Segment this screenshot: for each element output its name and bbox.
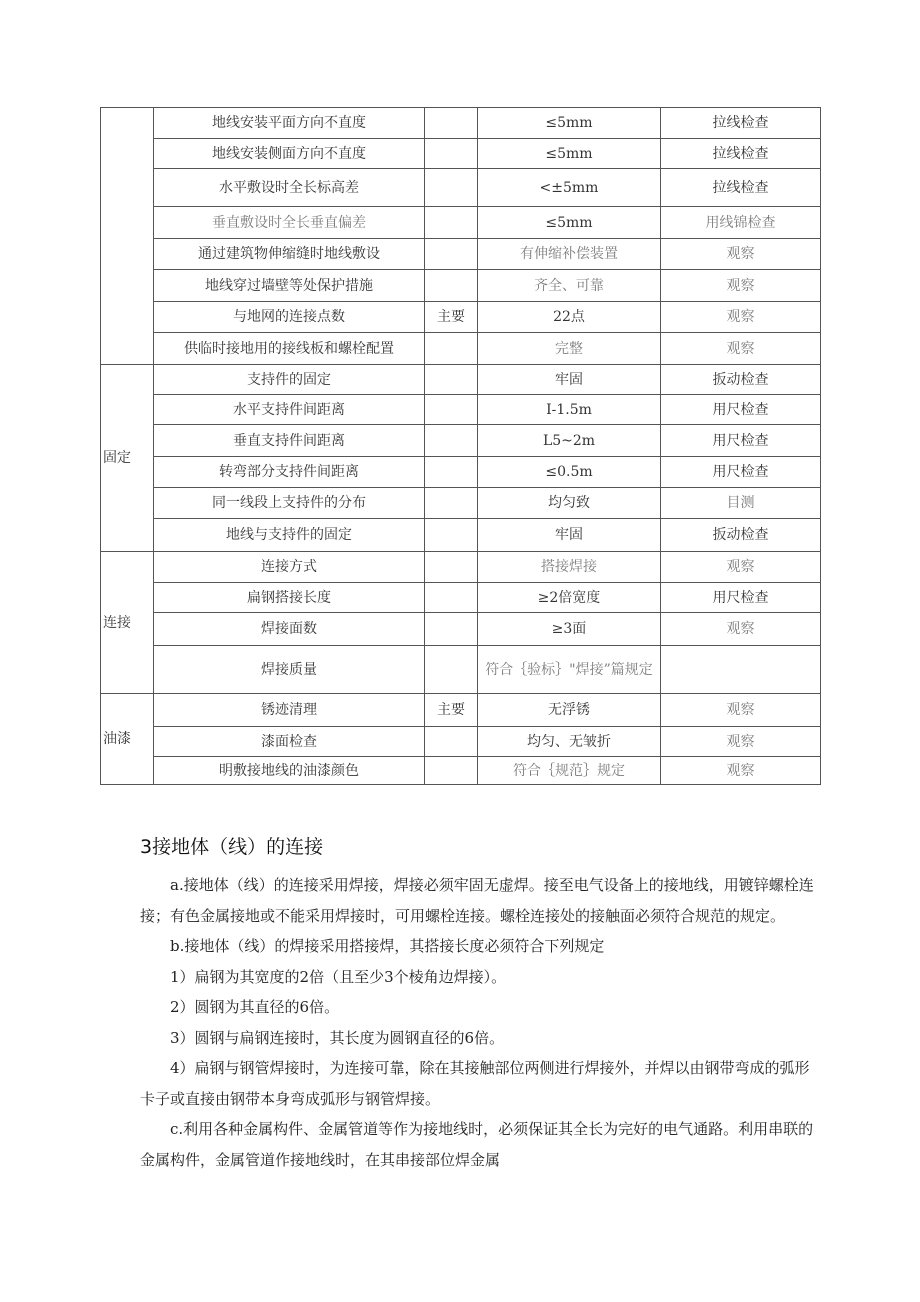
level-cell (425, 519, 478, 552)
level-cell (425, 395, 478, 425)
method-cell: 观察 (661, 270, 821, 302)
standard-cell: 搭接焊接 (478, 552, 661, 583)
standard-cell: 齐全、可靠 (478, 270, 661, 302)
table-row (101, 457, 821, 488)
level-cell (425, 365, 478, 395)
standard-cell: 牢固 (478, 519, 661, 552)
level-cell (425, 583, 478, 613)
level-cell (425, 169, 478, 207)
item-cell: 转弯部分支持件间距离 (154, 457, 425, 488)
item-cell: 漆面检查 (154, 727, 425, 757)
table-row (101, 583, 821, 613)
method-cell: 拉线检查 (661, 139, 821, 169)
table-row (101, 365, 821, 395)
method-cell: 目测 (661, 488, 821, 519)
standard-cell: ≥2倍宽度 (478, 583, 661, 613)
item-cell: 焊接质量 (154, 646, 425, 694)
standard-cell: 牢固 (478, 365, 661, 395)
level-cell (425, 139, 478, 169)
section-title: 3接地体（线）的连接 (140, 836, 324, 858)
method-cell: 用尺检查 (661, 583, 821, 613)
standard-cell: 22点 (478, 302, 661, 333)
method-cell: 拉线检查 (661, 169, 821, 207)
item-cell: 焊接面数 (154, 613, 425, 646)
inspection-table (100, 107, 821, 785)
category-cell: 连接 (101, 552, 154, 694)
method-cell (661, 646, 821, 694)
standard-cell: ≥3面 (478, 613, 661, 646)
table-row (101, 302, 821, 333)
standard-cell: ≤5mm (478, 139, 661, 169)
table-row (101, 333, 821, 365)
level-cell (425, 108, 478, 139)
level-cell (425, 239, 478, 270)
standard-cell: I-1.5m (478, 395, 661, 425)
level-cell (425, 646, 478, 694)
level-cell (425, 270, 478, 302)
item-cell: 扁钢搭接长度 (154, 583, 425, 613)
section-body (140, 870, 820, 1175)
table-row (101, 757, 821, 785)
table-row (101, 488, 821, 519)
method-cell: 观察 (661, 613, 821, 646)
table-row (101, 519, 821, 552)
method-cell: 观察 (661, 302, 821, 333)
table-row (101, 646, 821, 694)
method-cell: 观察 (661, 552, 821, 583)
item-cell: 垂直支持件间距离 (154, 425, 425, 457)
level-cell (425, 727, 478, 757)
paragraph: 1）扁钢为其宽度的2倍（且至少3个棱角边焊接）。 (170, 967, 507, 986)
item-cell: 水平支持件间距离 (154, 395, 425, 425)
level-cell (425, 552, 478, 583)
method-cell: 用线锦检查 (661, 207, 821, 239)
paragraph: a.接地体（线）的连接采用焊接，焊接必须牢固无虚焊。接至电气设备上的接地线，用镀锌螺栓连接；有色金属接地或不能采用焊接时，可用螺栓连接。螺栓连接处的接触面必须符合规范的规定。 (140, 876, 814, 925)
standard-cell: 有伸缩补偿装置 (478, 239, 661, 270)
standard-cell: ≤5mm (478, 207, 661, 239)
paragraph: 4）扁钢与钢管焊接时，为连接可靠，除在其接触部位两侧进行焊接外，并焊以由钢带弯成的弧形卡子或直接由钢带本身弯成弧形与钢管焊接。 (140, 1059, 810, 1108)
standard-cell: L5~2m (478, 425, 661, 457)
table-row (101, 552, 821, 583)
table-row (101, 169, 821, 207)
table-row (101, 613, 821, 646)
item-cell: 锈迹清理 (154, 694, 425, 727)
level-cell (425, 488, 478, 519)
item-cell: 支持件的固定 (154, 365, 425, 395)
method-cell: 观察 (661, 727, 821, 757)
table-row (101, 395, 821, 425)
category-cell: 油漆 (101, 694, 154, 785)
standard-cell: ≤5mm (478, 108, 661, 139)
item-cell: 明敷接地线的油漆颜色 (154, 757, 425, 785)
paragraph: c.利用各种金属构件、金属管道等作为接地线时，必须保证其全长为完好的电气通路。利用串联的金属构件，金属管道作接地线时，在其串接部位焊金属 (140, 1120, 814, 1169)
standard-cell: 完整 (478, 333, 661, 365)
method-cell: 用尺检查 (661, 425, 821, 457)
paragraph: 3）圆钢与扁钢连接时，其长度为圆钢直径的6倍。 (170, 1028, 505, 1047)
level-cell (425, 425, 478, 457)
level-cell (425, 613, 478, 646)
standard-cell: <±5mm (478, 169, 661, 207)
method-cell: 拉线检查 (661, 108, 821, 139)
table-row (101, 207, 821, 239)
method-cell: 用尺检查 (661, 395, 821, 425)
table-row (101, 139, 821, 169)
table-row (101, 108, 821, 139)
method-cell: 观察 (661, 239, 821, 270)
item-cell: 连接方式 (154, 552, 425, 583)
item-cell: 水平敷设时全长标高差 (154, 169, 425, 207)
method-cell: 扳动检查 (661, 519, 821, 552)
table-row (101, 694, 821, 727)
table-row (101, 239, 821, 270)
method-cell: 扳动检查 (661, 365, 821, 395)
level-cell (425, 207, 478, 239)
item-cell: 地线与支持件的固定 (154, 519, 425, 552)
level-cell (425, 333, 478, 365)
method-cell: 观察 (661, 333, 821, 365)
level-cell (425, 457, 478, 488)
paragraph: b.接地体（线）的焊接采用搭接焊，其搭接长度必须符合下列规定 (170, 937, 605, 955)
category-cell: 固定 (101, 365, 154, 552)
level-cell: 主要 (425, 694, 478, 727)
standard-cell: 均匀、无皱折 (478, 727, 661, 757)
item-cell: 地线安装侧面方向不直度 (154, 139, 425, 169)
item-cell: 与地网的连接点数 (154, 302, 425, 333)
item-cell: 通过建筑物伸缩缝时地线敷设 (154, 239, 425, 270)
table-row (101, 727, 821, 757)
standard-cell: 无浮锈 (478, 694, 661, 727)
paragraph: 2）圆钢为其直径的6倍。 (170, 998, 340, 1016)
category-cell (101, 108, 154, 365)
level-cell (425, 757, 478, 785)
standard-cell: 均匀致 (478, 488, 661, 519)
method-cell: 观察 (661, 757, 821, 785)
table-row (101, 425, 821, 457)
standard-cell: ≤0.5m (478, 457, 661, 488)
standard-cell: 符合｛规范｝规定 (478, 757, 661, 785)
item-cell: 同一线段上支持件的分布 (154, 488, 425, 519)
item-cell: 垂直敷设时全长垂直偏差 (154, 207, 425, 239)
table-row (101, 270, 821, 302)
item-cell: 供临时接地用的接线板和螺栓配置 (154, 333, 425, 365)
method-cell: 用尺检查 (661, 457, 821, 488)
method-cell: 观察 (661, 694, 821, 727)
item-cell: 地线安装平面方向不直度 (154, 108, 425, 139)
standard-cell: 符合｛验标｝"焊接”篇规定 (478, 646, 661, 694)
level-cell: 主要 (425, 302, 478, 333)
item-cell: 地线穿过墙壁等处保护措施 (154, 270, 425, 302)
